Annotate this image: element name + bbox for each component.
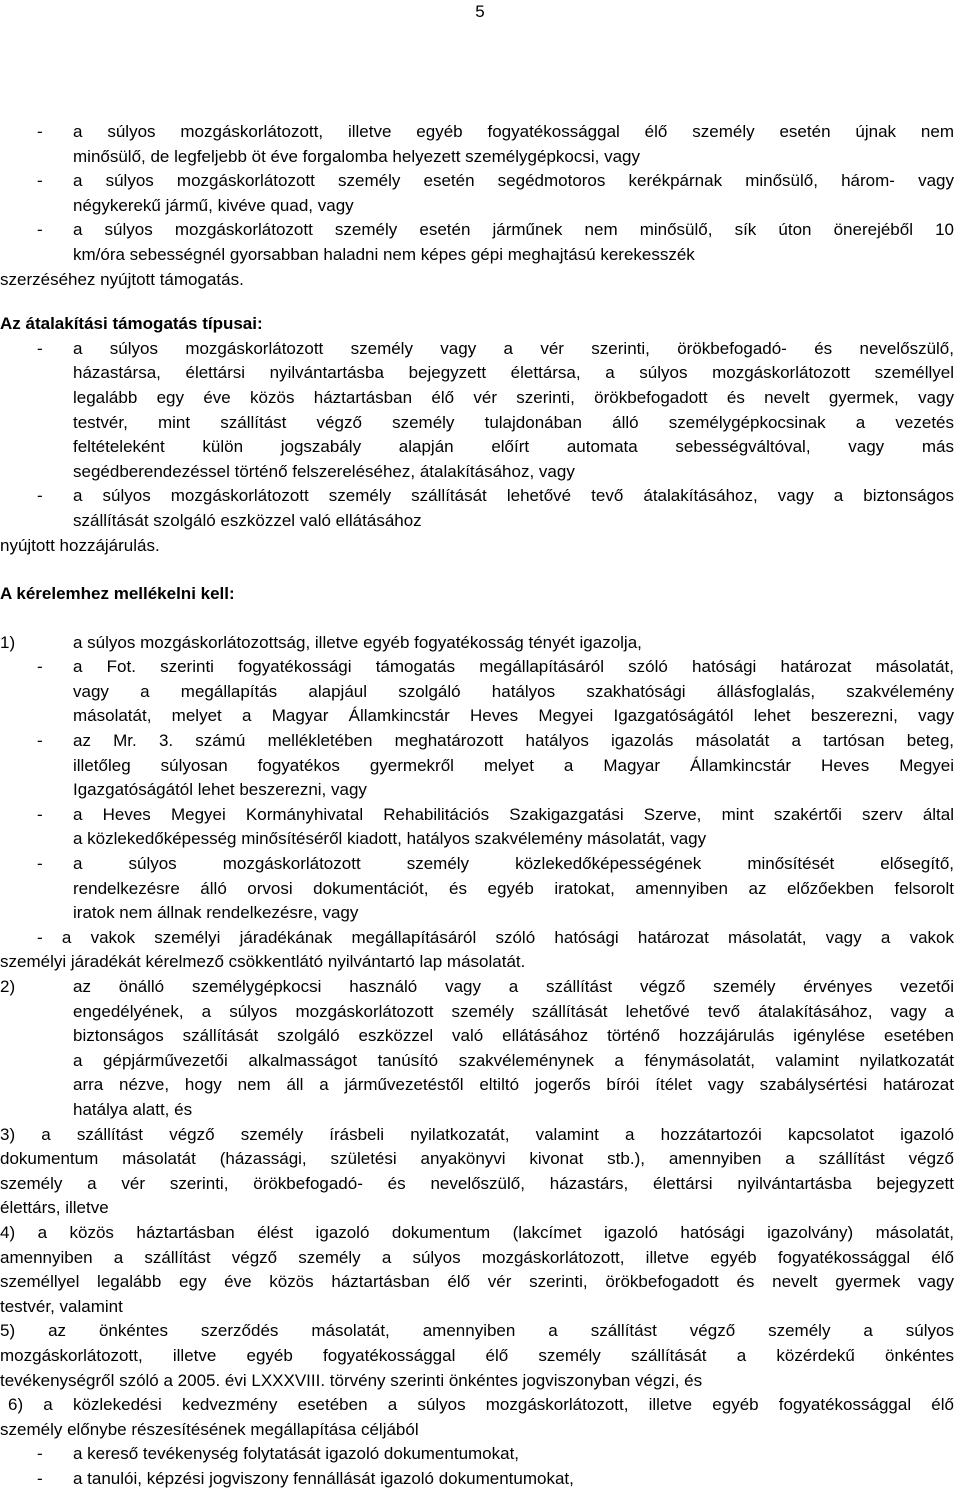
text-line: [0, 852, 954, 877]
line-text: vagy a megállapítás alapjául szolgáló hatályos szakhatósági állásfoglalás, szakvélemény: [73, 681, 954, 701]
text-line: [0, 975, 954, 1000]
line-text: a súlyos mozgáskorlátozott személy vagy a vér szerinti, örökbefogadó- és nevelőszülő,: [73, 338, 954, 358]
text-line: [0, 1172, 954, 1197]
text-line: [0, 145, 954, 170]
line-text: négykerekű jármű, kivéve quad, vagy: [73, 195, 354, 215]
line-text: a közlekedőképesség minősítéséről kiadott, hatályos szakvélemény másolatát, vagy: [73, 829, 707, 849]
text-line: [0, 1123, 954, 1148]
list-marker: -: [37, 1444, 43, 1464]
list-marker: 2): [0, 977, 16, 996]
line-text: dokumentum másolatát (házassági, születési anyakönyvi kivonat stb.), amennyiben a szállítást végző: [0, 1149, 954, 1169]
text-line: [0, 778, 954, 803]
text-line: [0, 1098, 954, 1123]
text-line: [0, 460, 954, 485]
line-text: a Heves Megyei Kormányhivatal Rehabilitációs Szakigazgatási Szerve, mint szakértői szerv által: [73, 804, 954, 824]
text-line: [0, 337, 954, 362]
text-line: [0, 1221, 954, 1246]
text-line: [0, 1147, 954, 1172]
text-line: [0, 435, 954, 460]
text-line: [0, 1295, 954, 1320]
list-marker: 1): [0, 632, 16, 652]
line-text: hatálya alatt, és: [73, 1099, 193, 1119]
text-line: [0, 1442, 954, 1467]
line-text: a Fot. szerinti fogyatékossági támogatás megállapításáról szóló hatósági határozat másolatát,: [73, 657, 954, 677]
list-marker: -: [37, 657, 43, 677]
list-marker: -: [37, 220, 43, 240]
list-marker: -: [37, 731, 43, 751]
line-text: személlyel legalább egy éve közös háztartásban élő vér szerinti, örökbefogadott és nevelt gyermek vagy: [0, 1272, 954, 1292]
text-line: [0, 1270, 954, 1295]
line-text: minősülő, de legfeljebb öt éve forgalomba helyezett személygépkocsi, vagy: [73, 146, 640, 166]
text-line: [0, 1024, 954, 1049]
text-line: [0, 268, 954, 293]
text-line: [0, 411, 954, 436]
heading-conversion-support-types: Az átalakítási támogatás típusai:: [0, 314, 263, 334]
text-line: [0, 1467, 954, 1491]
text-line: [0, 218, 954, 243]
line-text: segédberendezéssel történő felszereléséhez, átalakításához, vagy: [73, 461, 575, 481]
page-number: 5: [475, 2, 485, 21]
wheelchair-eligibility-list: [0, 120, 954, 292]
line-text: a súlyos mozgáskorlátozott személy esetén járműnek nem minősülő, sík úton önerejéből 10: [73, 220, 954, 240]
text-line: [0, 1246, 954, 1271]
line-text: a gépjárművezetői alkalmasságot tanúsító szakvéleménynek a fénymásolatát, valamint nyilatkozatát: [73, 1050, 954, 1070]
line-text: a tanulói, képzési jogviszony fennállását igazoló dokumentumokat,: [73, 1468, 574, 1488]
line-text: másolatát, melyet a Magyar Államkincstár Heves Megyei Igazgatóságától lehet beszerezni, vagy: [73, 706, 954, 726]
line-text: szerzéséhez nyújtott támogatás.: [0, 269, 244, 289]
line-text: testvér, mint szállítást végző személy tulajdonában álló személygépkocsinak a vezetés: [73, 412, 954, 432]
line-text: az Mr. 3. számú mellékletében meghatározott hatályos igazolás másolatát a tartósan beteg,: [73, 731, 954, 751]
line-text: amennyiben a szállítást végző személy a súlyos mozgáskorlátozott, illetve egyéb fogyatékossággal élő: [0, 1247, 954, 1267]
text-line: [0, 877, 954, 902]
text-line: [0, 484, 954, 509]
line-text: biztonságos szállítását szolgáló eszközzel való ellátásához történő hozzájárulás igénylése esetében: [73, 1026, 954, 1046]
text-line: [0, 729, 954, 754]
text-line: [0, 120, 954, 145]
line-text: személyi járadékát kérelmező csökkentlátó nyilvántartó lap másolatát.: [0, 952, 526, 972]
text-line: [0, 655, 954, 680]
line-text: 6) a közlekedési kedvezmény esetében a súlyos mozgáskorlátozott, illetve egyéb fogyatékossággal élő: [8, 1395, 954, 1415]
line-text: személy a vér szerinti, örökbefogadó- és nevelőszülő, házastárs, élettársi nyilvántartásba bejegyzett: [0, 1173, 954, 1193]
line-text: legalább egy éve közös háztartásban élő vér szerinti, örökbefogadott és nevelt gyermek, vagy: [73, 387, 954, 407]
line-text: feltételeként külön jogszabály alapján előírt automata sebességváltóval, vagy más: [73, 437, 954, 457]
line-text: az önálló személygépkocsi használó vagy a szállítást végző személy érvényes vezetői: [73, 977, 954, 996]
line-text: illetőleg súlyosan fogyatékos gyermekről melyet a Magyar Államkincstár Heves Megyei: [73, 755, 954, 775]
list-marker: -: [37, 122, 43, 141]
line-text: szállítását szolgáló eszközzel való ellátásához: [73, 510, 422, 530]
line-text: nyújtott hozzájárulás.: [0, 535, 160, 555]
line-text: a súlyos mozgáskorlátozott személy esetén segédmotoros kerékpárnak minősülő, három- vagy: [73, 171, 954, 191]
text-line: [0, 950, 954, 975]
heading-required-attachments: A kérelemhez mellékelni kell:: [0, 584, 235, 604]
text-line: [0, 803, 954, 828]
text-line: [0, 1418, 954, 1443]
line-text: a súlyos mozgáskorlátozott személy szállítását lehetővé tevő átalakításához, vagy a biztonságos: [73, 486, 954, 506]
line-text: a súlyos mozgáskorlátozott, illetve egyéb fogyatékossággal élő személy esetén újnak nem: [73, 122, 954, 141]
text-line: [0, 1369, 954, 1394]
required-attachments-list: [0, 631, 954, 1491]
text-line: [0, 1344, 954, 1369]
text-line: [0, 1000, 954, 1025]
line-text: iratok nem állnak rendelkezésre, vagy: [73, 903, 359, 923]
list-marker: -: [37, 804, 43, 824]
text-line: [0, 1049, 954, 1074]
text-line: [0, 509, 954, 534]
text-line: [0, 1319, 954, 1344]
text-line: [0, 169, 954, 194]
line-text: a kereső tevékenység folytatását igazoló dokumentumokat,: [73, 1444, 520, 1464]
text-line: [0, 926, 954, 951]
text-line: [0, 754, 954, 779]
text-line: [0, 1393, 954, 1418]
conversion-support-list: [0, 337, 954, 558]
list-marker: -: [37, 486, 43, 506]
text-line: [0, 361, 954, 386]
line-text: arra nézve, hogy nem áll a járművezetéstől eltiltó jogerős bírói ítélet vagy szabálysértési határozat: [73, 1075, 954, 1095]
text-line: [0, 704, 954, 729]
line-text: tevékenységről szóló a 2005. évi LXXXVIII. törvény szerinti önkéntes jogviszonyban végzi, és: [0, 1370, 703, 1390]
text-line: [0, 680, 954, 705]
text-line: [0, 827, 954, 852]
text-line: [0, 386, 954, 411]
line-text: 5) az önkéntes szerződés másolatát, amennyiben a szállítást végző személy a súlyos: [0, 1321, 954, 1341]
line-text: km/óra sebességnél gyorsabban haladni nem képes gépi meghajtású kerekesszék: [73, 244, 695, 264]
line-text: élettárs, illetve: [0, 1198, 109, 1218]
text-line: [0, 1196, 954, 1221]
text-line: [0, 243, 954, 268]
list-marker: -: [37, 171, 43, 191]
text-line: [0, 631, 954, 656]
text-line: [0, 194, 954, 219]
line-text: - a vakok személyi járadékának megállapításáról szóló hatósági határozat másolatát, vagy a vakok: [37, 927, 954, 947]
text-line: [0, 1073, 954, 1098]
list-marker: -: [37, 338, 43, 358]
line-text: engedélyének, a súlyos mozgáskorlátozott személy szállítását lehetővé tevő átalakításához, vagy a: [73, 1001, 954, 1021]
text-line: [0, 901, 954, 926]
line-text: Igazgatóságától lehet beszerezni, vagy: [73, 780, 367, 800]
list-marker: -: [37, 1468, 43, 1488]
text-line: [0, 534, 954, 559]
document-body: [0, 120, 954, 1491]
line-text: a súlyos mozgáskorlátozottság, illetve egyéb fogyatékosság tényét igazolja,: [73, 632, 642, 652]
line-text: 3) a szállítást végző személy írásbeli nyilatkozatát, valamint a hozzátartozói kapcsolatot igazoló: [0, 1124, 954, 1144]
list-marker: -: [37, 854, 43, 874]
line-text: testvér, valamint: [0, 1296, 123, 1316]
line-text: személy előnybe részesítésének megállapítása céljából: [0, 1419, 419, 1439]
line-text: a súlyos mozgáskorlátozott személy közlekedőképességének minősítését elősegítő,: [73, 854, 954, 874]
line-text: rendelkezésre álló orvosi dokumentációt, és egyéb iratokat, amennyiben az előzőekben felsorolt: [73, 878, 954, 898]
line-text: 4) a közös háztartásban élést igazoló dokumentum (lakcímet igazoló hatósági igazolvány) másolatát,: [0, 1222, 954, 1242]
line-text: mozgáskorlátozott, illetve egyéb fogyatékossággal élő személy szállítását a közérdekű önkéntes: [0, 1345, 954, 1365]
line-text: házastársa, élettársi nyilvántartásba bejegyzett élettársa, a súlyos mozgáskorlátozott személlyel: [73, 363, 954, 383]
